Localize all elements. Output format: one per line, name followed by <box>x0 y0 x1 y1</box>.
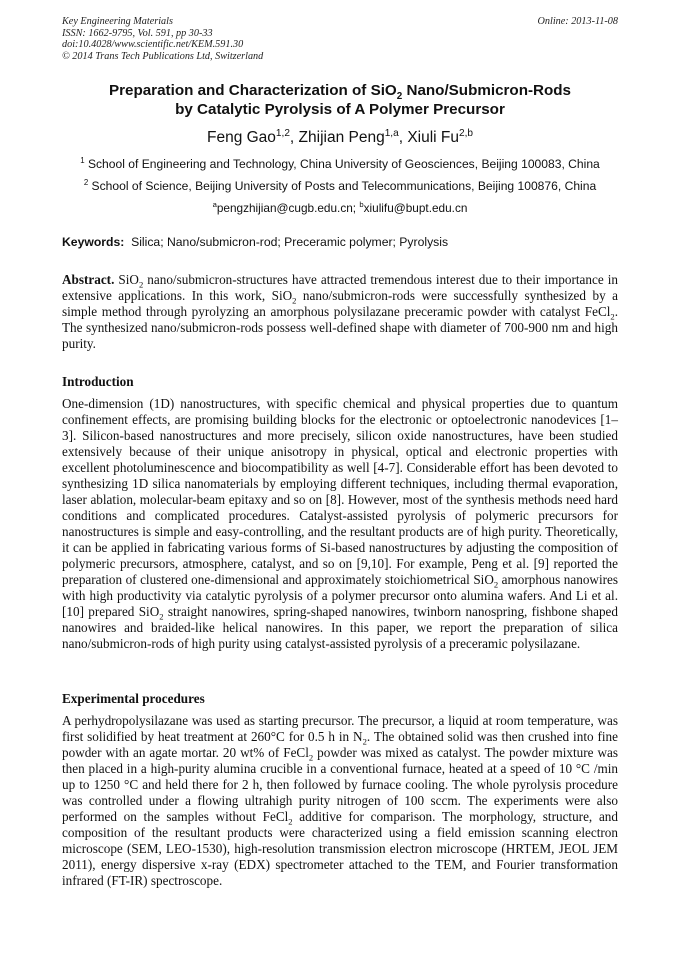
subscript: 2 <box>308 752 314 763</box>
online-date: Online: 2013-11-08 <box>537 16 618 27</box>
author-affiliation-mark: 1,2 <box>275 127 290 139</box>
affiliation-1 <box>62 157 618 171</box>
title-text: Nano/Submicron-Rods <box>402 82 572 99</box>
body-text: . The obtained solid was then crushed into fine powder with an agate mortar. 20 wt% of FeCl <box>62 729 618 760</box>
abstract-text: SiO <box>114 272 139 287</box>
abstract <box>62 272 618 352</box>
doi-line: doi:10.4028/www.scientific.net/KEM.591.30 <box>62 39 244 51</box>
subscript: 2 <box>138 279 144 290</box>
subscript: 2 <box>292 295 297 306</box>
email-mark: b <box>359 200 364 210</box>
body-text: amorphous nanowires with high productivity via catalytic pyrolysis of a polymer precursor onto alumina wafers. And Li et al. [10] prepared SiO <box>62 572 618 619</box>
abstract-text: . The synthesized nano/submicron-rods possess well-defined shape with diameter of 700-900 nm and high purity. <box>62 304 618 351</box>
email-address: xiulifu@bupt.edu.cn <box>363 201 468 215</box>
journal-name: Key Engineering Materials <box>62 16 173 27</box>
email-mark: a <box>212 200 217 210</box>
copyright-line: © 2014 Trans Tech Publications Ltd, Switzerland <box>62 50 264 62</box>
subscript: 2 <box>288 816 293 827</box>
author-emails <box>62 201 618 215</box>
author-name: , Xiuli Fu <box>398 129 460 146</box>
body-text: powder was mixed as catalyst. The powder mixture was then placed in a high-purity alumina crucible in a conventional furnace, heated at a speed of 10 °C /min up to 1250 °C and held there for 2 h, then followed by furnace cooling. The whole pyrolysis procedure was controlled under a flowing ultrahigh purity nitrogen of 100 sccm. The experiments were also performed on the samples without FeCl <box>62 745 619 824</box>
title-line-1 <box>62 81 618 103</box>
affiliation-number: 2 <box>83 177 89 187</box>
subscript: 2 <box>159 611 164 622</box>
title-text: Preparation and Characterization of SiO <box>108 82 397 99</box>
author-name: , Zhijian Peng <box>289 129 385 146</box>
experimental-heading: Experimental procedures <box>62 691 205 706</box>
issn-line: ISSN: 1662-9795, Vol. 591, pp 30-33 <box>62 27 213 39</box>
publication-header <box>62 16 618 62</box>
email-address: pengzhijian@cugb.edu.cn; <box>216 201 360 215</box>
author-affiliation-mark: 2,b <box>459 127 474 139</box>
affiliation-text: School of Engineering and Technology, China University of Geosciences, Beijing 100083, China <box>84 157 600 171</box>
introduction-body <box>62 396 618 652</box>
abstract-text: nano/submicron-rods were successfully synthesized by a simple method through pyrolyzing an amorphous polysilazane preceramic powder with catalyst FeCl <box>62 288 618 319</box>
paper-title <box>62 81 618 119</box>
affiliation-2 <box>62 179 618 193</box>
body-text: A perhydropolysilazane was used as starting precursor. The precursor, a liquid at room temperature, was first solidified by heat treatment at 260°C for 0.5 h in N <box>62 713 618 744</box>
body-text: One-dimension (1D) nanostructures, with specific chemical and physical properties due to quantum confinement effects, are promising building blocks for the electronic or optoelectronic nanodevices [1–3]. Silicon-based nanostructures and more precisely, silicon oxide nanostructures, have been studied extensively because of their unique anisotropy in physical, optical and electronic properties with excellent photoluminescence and biocompatibility as well [4-7]. Considerable effort has been devoted to synthesizing 1D silica nanomaterials by employing different techniques, including thermal evaporation, laser ablation, molecular-beam epitaxy and so on [8]. However, most of the synthesis methods need hard conditions and complicated procedures. Catalyst-assisted pyrolysis of polymeric precursors for nanostructures is simple and easy-controlling, and the resultant products are of high purity. Theoretically, it can be applied in fabricating various forms of Si-based nanostructures by adjusting the composition of polymeric precursors, atmosphere, catalyst, and so on [9,10]. For example, Peng et al. [9] reported the preparation of clustered one-dimensional and approximately stoichiometrical SiO <box>62 396 618 587</box>
keywords-label: Keywords: <box>62 235 125 249</box>
introduction-heading: Introduction <box>62 374 134 389</box>
keywords <box>62 235 618 249</box>
title-line-2: by Catalytic Pyrolysis of A Polymer Precursor <box>175 101 505 118</box>
body-text: straight nanowires, spring-shaped nanowires, twinborn nanospring, fishbone shaped nanowires and braided-like helical nanowires. In this paper, we report the preparation of silica nano/submicron-rods of high purity using catalyst-assisted pyrolysis of a preceramic polysilazane. <box>62 604 618 651</box>
author-name: Feng Gao <box>206 129 276 146</box>
experimental-body <box>62 713 618 889</box>
subscript: 2 <box>610 311 615 322</box>
affiliation-text: School of Science, Beijing University of Posts and Telecommunications, Beijing 100876, China <box>88 179 597 193</box>
abstract-label: Abstract. <box>62 272 115 287</box>
keywords-text: Silica; Nano/submicron-rod; Preceramic polymer; Pyrolysis <box>124 235 449 249</box>
author-list <box>62 129 618 147</box>
subscript: 2 <box>362 736 367 747</box>
title-subscript: 2 <box>396 91 403 103</box>
affiliation-number: 1 <box>80 155 85 165</box>
subscript: 2 <box>493 579 499 590</box>
body-text: additive for comparison. The morphology, structure, and composition of the resultant products were characterized using a field emission scanning electron microscope (SEM, LEO-1530), high-resolution transmission electron microscope (HRTEM, JEOL JEM 2011), energy dispersive x-ray (EDX) spectrometer attached to the TEM, and Fourier transformation infrared (FT-IR) spectroscope. <box>62 809 618 888</box>
abstract-text: nano/submicron-structures have attracted tremendous interest due to their importance in extensive applications. In this work, SiO <box>62 272 618 303</box>
author-affiliation-mark: 1,a <box>384 127 399 139</box>
